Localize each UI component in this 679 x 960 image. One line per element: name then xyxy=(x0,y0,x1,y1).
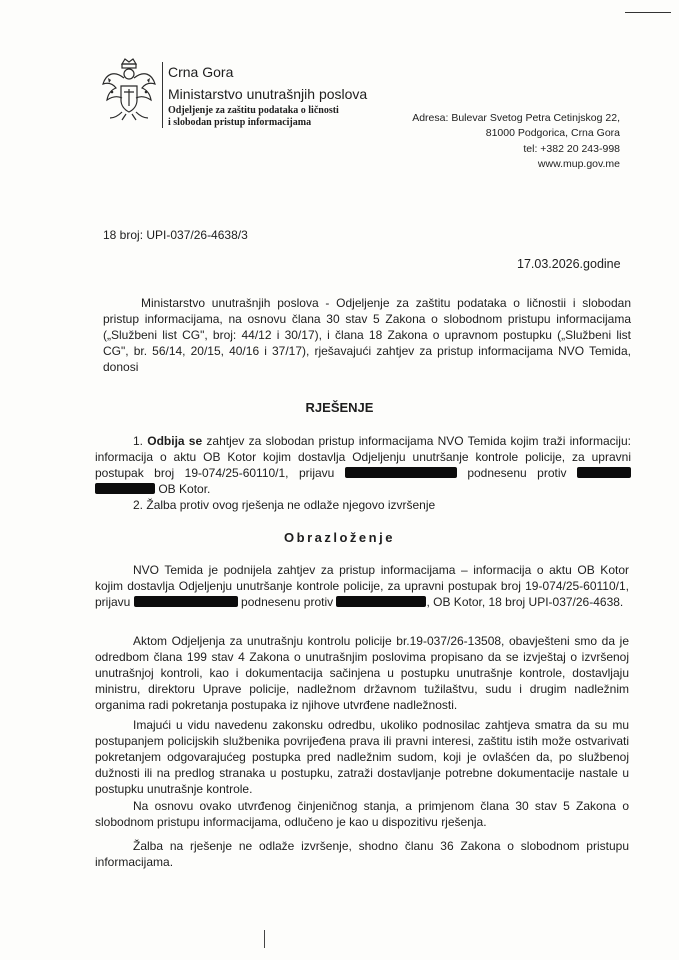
decision-title: RJEŠENJE xyxy=(305,400,374,415)
decision-item-2: 2. Žalba protiv ovog rješenja ne odlaže njegovo izvršenje xyxy=(133,498,436,512)
document-date: 17.03.2026.godine xyxy=(517,257,621,271)
address-city: 81000 Podgorica, Crna Gora xyxy=(485,127,620,140)
reasoning-paragraph-1: NVO Temida je podnijela zahtjev za pristup informacijama – informacija o aktu OB Kotor kojim dostavlja Odjeljenju unutršanje kontrole policije, za upravni postupak broj 19-074/25-60110/1, prijavu podnesenu protiv , OB Kotor, 18 broj UPI-037/26-4638. xyxy=(95,563,629,609)
redaction xyxy=(336,596,426,607)
redaction xyxy=(134,596,238,607)
header-divider xyxy=(162,62,163,128)
redaction xyxy=(577,467,631,478)
coat-of-arms-icon xyxy=(100,56,158,122)
reference-number: 18 broj: UPI-037/26-4638/3 xyxy=(103,228,248,242)
redaction xyxy=(345,467,457,478)
redaction xyxy=(95,483,155,494)
address-street: Adresa: Bulevar Svetog Petra Cetinjskog 22, xyxy=(412,112,620,124)
intro-paragraph: Ministarstvo unutrašnjih poslova - Odjeljenje za zaštitu podataka o ličnostii i slobodan pristup informacijama, na osnovu člana 30 stav 5 Zakona o slobodnom pristupu informacijama („Službeni list CG", broj: 44/12 i 30/17), i člana 18 Zakona o upravnom postupku („Službeni list CG", br. 56/14, 20/15, 40/16 i 37/17), rješavajući zahtjev za pristup informacijama NVO Temida, donosi xyxy=(103,296,631,374)
corner-mark xyxy=(625,12,671,13)
address-website: www.mup.gov.me xyxy=(537,157,620,170)
reasoning-paragraph-2: Aktom Odjeljenja za unutrašnju kontrolu policije br.19-037/26-13508, obavješteni smo da je odredbom člana 199 stav 4 Zakona o unutrašnjim poslovima propisano da se izvještaj o izvršenoj unutrašnjoj kontroli, kao i dokumentacija sačinjena u postupku unutrašnje kontrole, dostavljaju ministru, direktoru Uprave policije, nadležnom državnom tužilaštvu, sudu i drugim nadležnim organima radi pokretanja postupaka iz njihove utvrđene nadležnosti. xyxy=(95,634,629,712)
address-phone: tel: +382 20 243-998 xyxy=(523,142,620,155)
reasoning-paragraph-5: Žalba na rješenje ne odlaže izvršenje, shodno članu 36 Zakona o slobodnom pristupu informacijama. xyxy=(95,839,629,869)
decision-item-1: 1. Odbija se zahtjev za slobodan pristup informacijama NVO Temida kojim traži informaciju: informacija o aktu OB Kotor kojim dostavlja Odjeljenju unutršanje kontrole policije, za upravni postupak broj 19-074/25-60110/1, prijavu podnesenu protiv OB Kotor. xyxy=(95,434,631,496)
reasoning-paragraph-3: Imajući u vidu navedenu zakonsku odredbu, ukoliko podnosilac zahtjeva smatra da su mu postupanjem policijskih službenika povrijeđena prava ili pravni interesi, zaštitu istih može ostvarivati pokretanjem odgovarajućeg postupka pred nadležnim sudom, koji je ovlašćen da, po službenoj dužnosti ili na predlog stranaka u postupku, zatraži dostavljanje potrebne dokumentacije nastale u postupku unutrašnje kontrole. xyxy=(95,718,629,796)
ministry-name: Ministarstvo unutrašnjih poslova xyxy=(168,86,368,102)
department-name: Odjeljenje za zaštitu podataka o ličnosti i slobodan pristup informacijama xyxy=(168,105,339,128)
reasoning-title: Obrazloženje xyxy=(284,530,395,545)
reasoning-paragraph-4: Na osnovu ovako utvrđenog činjeničnog stanja, a primjenom člana 30 stav 5 Zakona o slobodnom pristupu informacijama, odlučeno je kao u dispozitivu rješenja. xyxy=(95,799,629,829)
country-name: Crna Gora xyxy=(168,64,234,80)
address-block xyxy=(390,111,620,172)
bottom-mark xyxy=(264,930,265,948)
